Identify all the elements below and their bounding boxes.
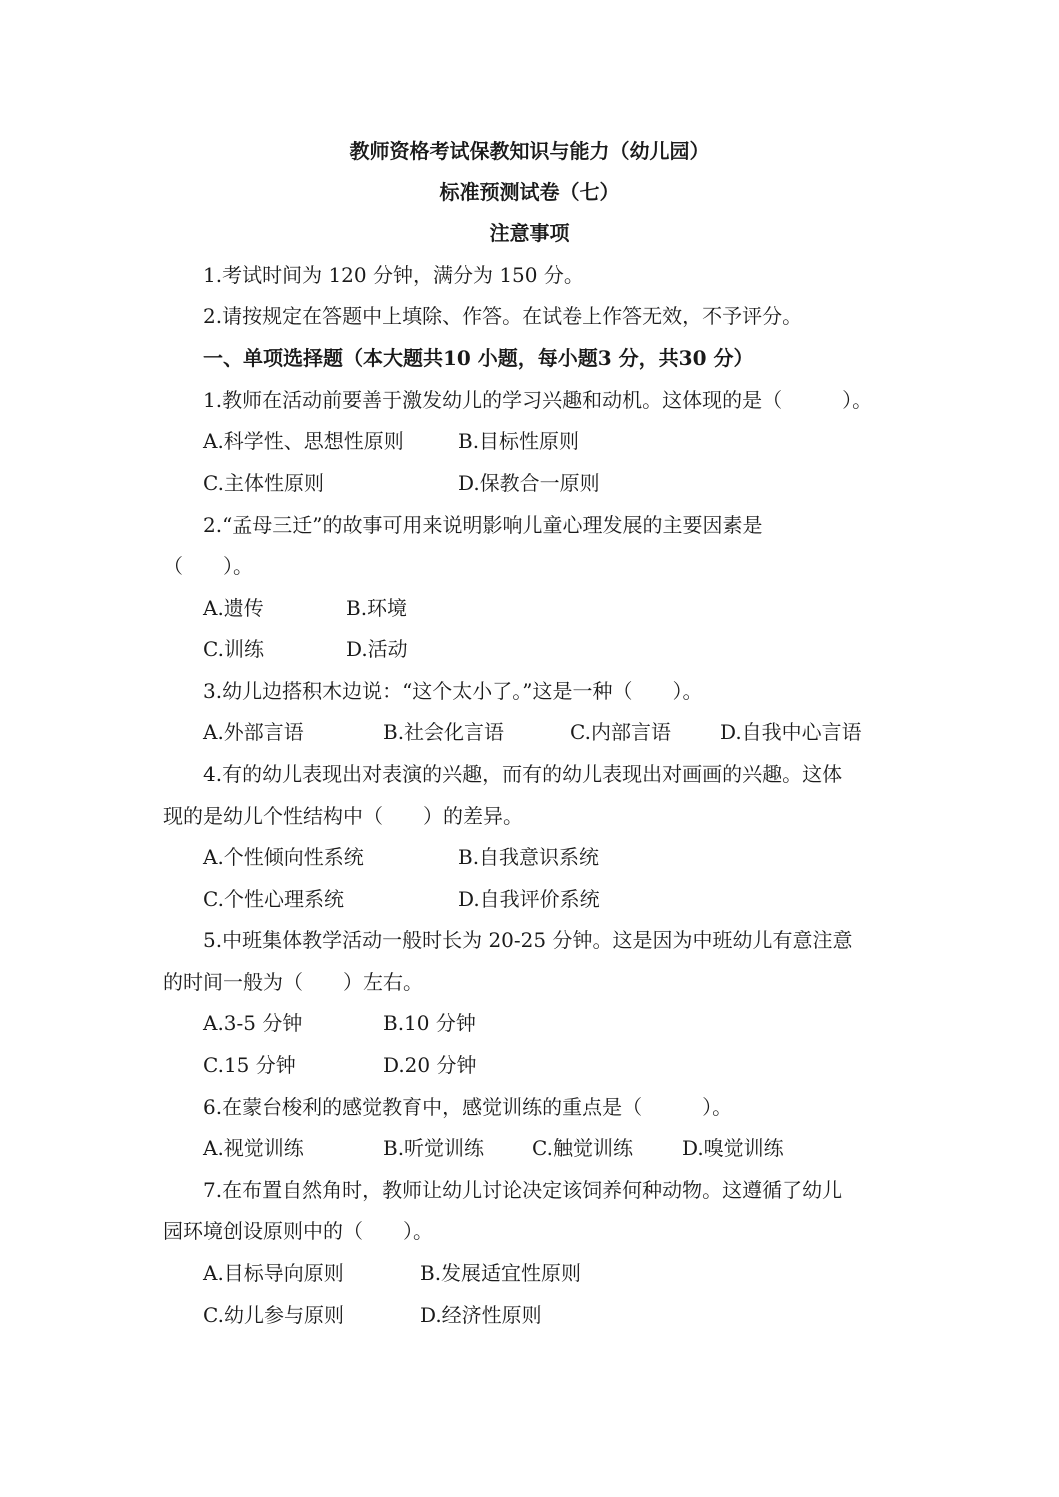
option-d: D.自我中心言语 bbox=[720, 720, 862, 744]
notice-heading: 注意事项 bbox=[489, 221, 570, 245]
notice-item: 2.请按规定在答题中上填除、作答。在试卷上作答无效，不予评分。 bbox=[203, 304, 803, 328]
option-b: B.环境 bbox=[346, 596, 408, 620]
question-stem: 6.在蒙台梭利的感觉教育中，感觉训练的重点是（ ）。 bbox=[203, 1095, 733, 1119]
option-d: D.保教合一原则 bbox=[458, 471, 600, 495]
question-stem-continued: 现的是幼儿个性结构中（ ）的差异。 bbox=[163, 804, 523, 828]
option-d: D.经济性原则 bbox=[420, 1303, 542, 1327]
page-subtitle: 标准预测试卷（七） bbox=[439, 180, 620, 204]
option-b: B.10 分钟 bbox=[383, 1011, 476, 1035]
question-stem: 2.“孟母三迁”的故事可用来说明影响儿童心理发展的主要因素是 bbox=[203, 513, 763, 537]
option-b: B.目标性原则 bbox=[458, 429, 580, 453]
option-c: C.个性心理系统 bbox=[203, 887, 344, 911]
question-stem-continued: 园环境创设原则中的（ ）。 bbox=[163, 1219, 433, 1243]
option-b: B.发展适宜性原则 bbox=[420, 1261, 582, 1285]
question-stem-continued: （ ）。 bbox=[163, 554, 253, 578]
option-a: A.目标导向原则 bbox=[203, 1261, 344, 1285]
option-b: B.自我意识系统 bbox=[458, 845, 600, 869]
option-b: B.听觉训练 bbox=[383, 1136, 485, 1160]
section-heading: 一、单项选择题（本大题共10 小题，每小题3 分，共30 分） bbox=[203, 346, 754, 370]
option-d: D.活动 bbox=[346, 637, 408, 661]
question-stem: 5.中班集体教学活动一般时长为 20-25 分钟。这是因为中班幼儿有意注意 bbox=[203, 928, 853, 952]
notice-item: 1.考试时间为 120 分钟，满分为 150 分。 bbox=[203, 263, 584, 287]
question-stem-continued: 的时间一般为（ ）左右。 bbox=[163, 970, 423, 994]
option-a: A.遗传 bbox=[203, 596, 264, 620]
question-stem: 1.教师在活动前要善于激发幼儿的学习兴趣和动机。这体现的是（ ）。 bbox=[203, 388, 873, 412]
option-c: C.主体性原则 bbox=[203, 471, 324, 495]
option-d: D.20 分钟 bbox=[383, 1053, 477, 1077]
option-a: A.视觉训练 bbox=[203, 1136, 304, 1160]
option-a: A.个性倾向性系统 bbox=[203, 845, 364, 869]
option-d: D.嗅觉训练 bbox=[682, 1136, 784, 1160]
option-c: C.训练 bbox=[203, 637, 264, 661]
option-d: D.自我评价系统 bbox=[458, 887, 600, 911]
option-a: A.科学性、思想性原则 bbox=[203, 429, 404, 453]
question-stem: 3.幼儿边搭积木边说：“这个太小了。”这是一种（ ）。 bbox=[203, 679, 703, 703]
option-c: C.15 分钟 bbox=[203, 1053, 296, 1077]
option-a: A.外部言语 bbox=[203, 720, 304, 744]
question-stem: 4.有的幼儿表现出对表演的兴趣，而有的幼儿表现出对画画的兴趣。这体 bbox=[203, 762, 843, 786]
page-title: 教师资格考试保教知识与能力（幼儿园） bbox=[349, 139, 710, 163]
option-b: B.社会化言语 bbox=[383, 720, 505, 744]
option-c: C.内部言语 bbox=[570, 720, 671, 744]
option-c: C.触觉训练 bbox=[532, 1136, 633, 1160]
option-c: C.幼儿参与原则 bbox=[203, 1303, 344, 1327]
option-a: A.3-5 分钟 bbox=[203, 1011, 303, 1035]
question-stem: 7.在布置自然角时，教师让幼儿讨论决定该饲养何种动物。这遵循了幼儿 bbox=[203, 1178, 843, 1202]
